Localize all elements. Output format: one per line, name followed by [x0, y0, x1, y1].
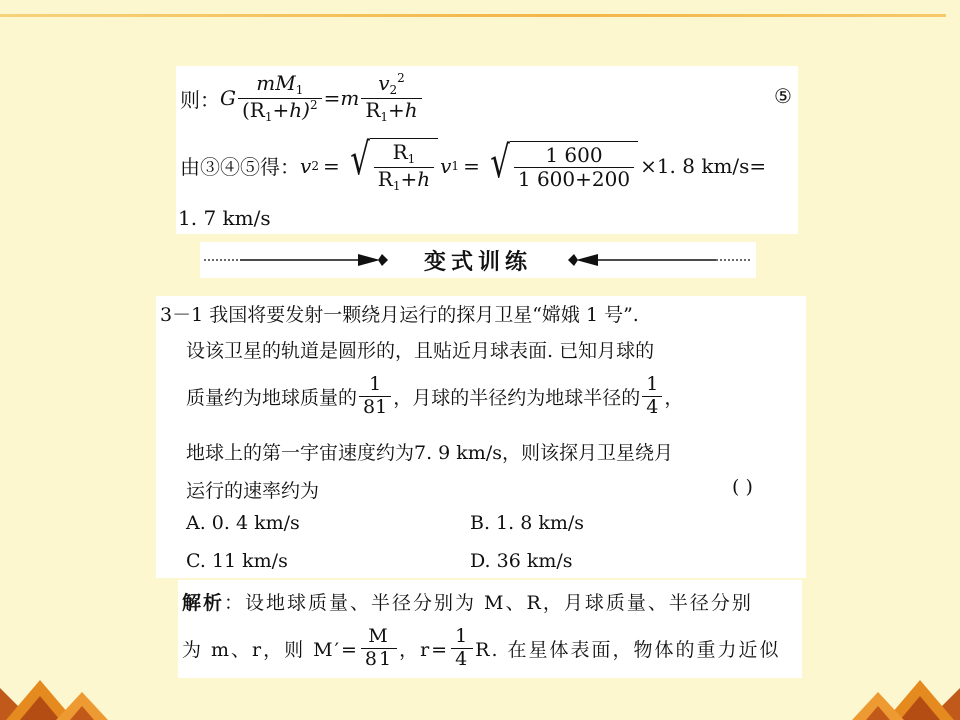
fraction-mass-ratio: $\frac{1}{81}$ [359, 374, 391, 419]
then-label: 则： [180, 87, 220, 112]
banner-title: 变式训练 [423, 250, 533, 275]
fraction-denominator: (R [241, 97, 265, 122]
top-rule [0, 14, 946, 17]
fraction-moon-mass: $\frac{M}{81}$ [361, 626, 397, 671]
solution-panel [176, 66, 798, 234]
fraction-radius-ratio: $\frac{1}{4}$ [642, 374, 662, 419]
symbol-g: G [220, 86, 236, 111]
corner-triangles-left-icon [0, 660, 120, 720]
banner-left-arrow-icon [200, 242, 390, 278]
corner-triangles-right-icon [840, 660, 960, 720]
equation-marker-5: ⑤ [774, 84, 792, 108]
option-b[interactable]: B. 1. 8 km/s [470, 512, 585, 534]
banner-right-arrow-icon [566, 242, 756, 278]
times-value: ×1. 8 km/s= [640, 153, 767, 178]
question-line-1: 3－1 我国将要发射一颗绕月运行的探月卫星“嫦娥 1 号”. [160, 304, 639, 326]
equation-5: 则： G $\frac{mM_1}{(R_1+h)^2}$ = m $\frac{v_2^2}{R_1+h}$ [180, 72, 424, 125]
option-a[interactable]: A. 0. 4 km/s [186, 512, 300, 534]
question-line-4: 地球上的第一宇宙速度约为7. 9 km/s，则该探月卫星绕月 [186, 442, 673, 464]
question-line-3: 质量约为地球质量的 $\frac{1}{81}$ ，月球的半径约为地球半径的 $\frac{1}{4}$ ， [186, 373, 684, 418]
analysis-panel [178, 580, 802, 678]
sqrt-numeric: √ $\frac{1 600}{1 600+200}$ [486, 141, 638, 191]
derivation-line: 由③④⑤得： v 2 = √ $\frac{R_1}{R_1+h}$ v 1 = √ $\frac{1 600}{1 600+200}$ ×1. 8 km/s= [180, 134, 767, 193]
question-line-2: 设该卫星的轨道是圆形的，且贴近月球表面. 已知月球的 [186, 340, 655, 362]
fraction-moon-radius: $\frac{1}{4}$ [451, 626, 473, 671]
section-banner [200, 242, 756, 278]
analysis-heading: 解析 [182, 592, 225, 614]
sqrt-ratio: √ $\frac{R_1}{R_1+h}$ [346, 138, 438, 194]
answer-paren: ( ) [732, 476, 753, 498]
question-line-5: 运行的速率约为 [186, 480, 320, 502]
analysis-line-2: 为 m、r，则 M′= $\frac{M}{81}$ ，r= $\frac{1}{4}$ R. 在星体表面，物体的重力近似 [182, 625, 781, 670]
option-c[interactable]: C. 11 km/s [186, 550, 288, 572]
result-value: 1. 7 km/s [178, 206, 271, 230]
fraction-centripetal: $\frac{v_2^2}{R_1+h}$ [361, 72, 421, 125]
analysis-line-1: 解析 ：设地球质量、半径分别为 M、R，月球质量、半径分别 [182, 588, 753, 615]
option-d[interactable]: D. 36 km/s [470, 550, 573, 572]
fraction-gravity: $\frac{mM_1}{(R_1+h)^2}$ [238, 72, 322, 125]
fraction-numerator: mM [256, 71, 296, 95]
question-panel [156, 296, 806, 578]
derive-label: 由③④⑤得： [180, 155, 300, 180]
